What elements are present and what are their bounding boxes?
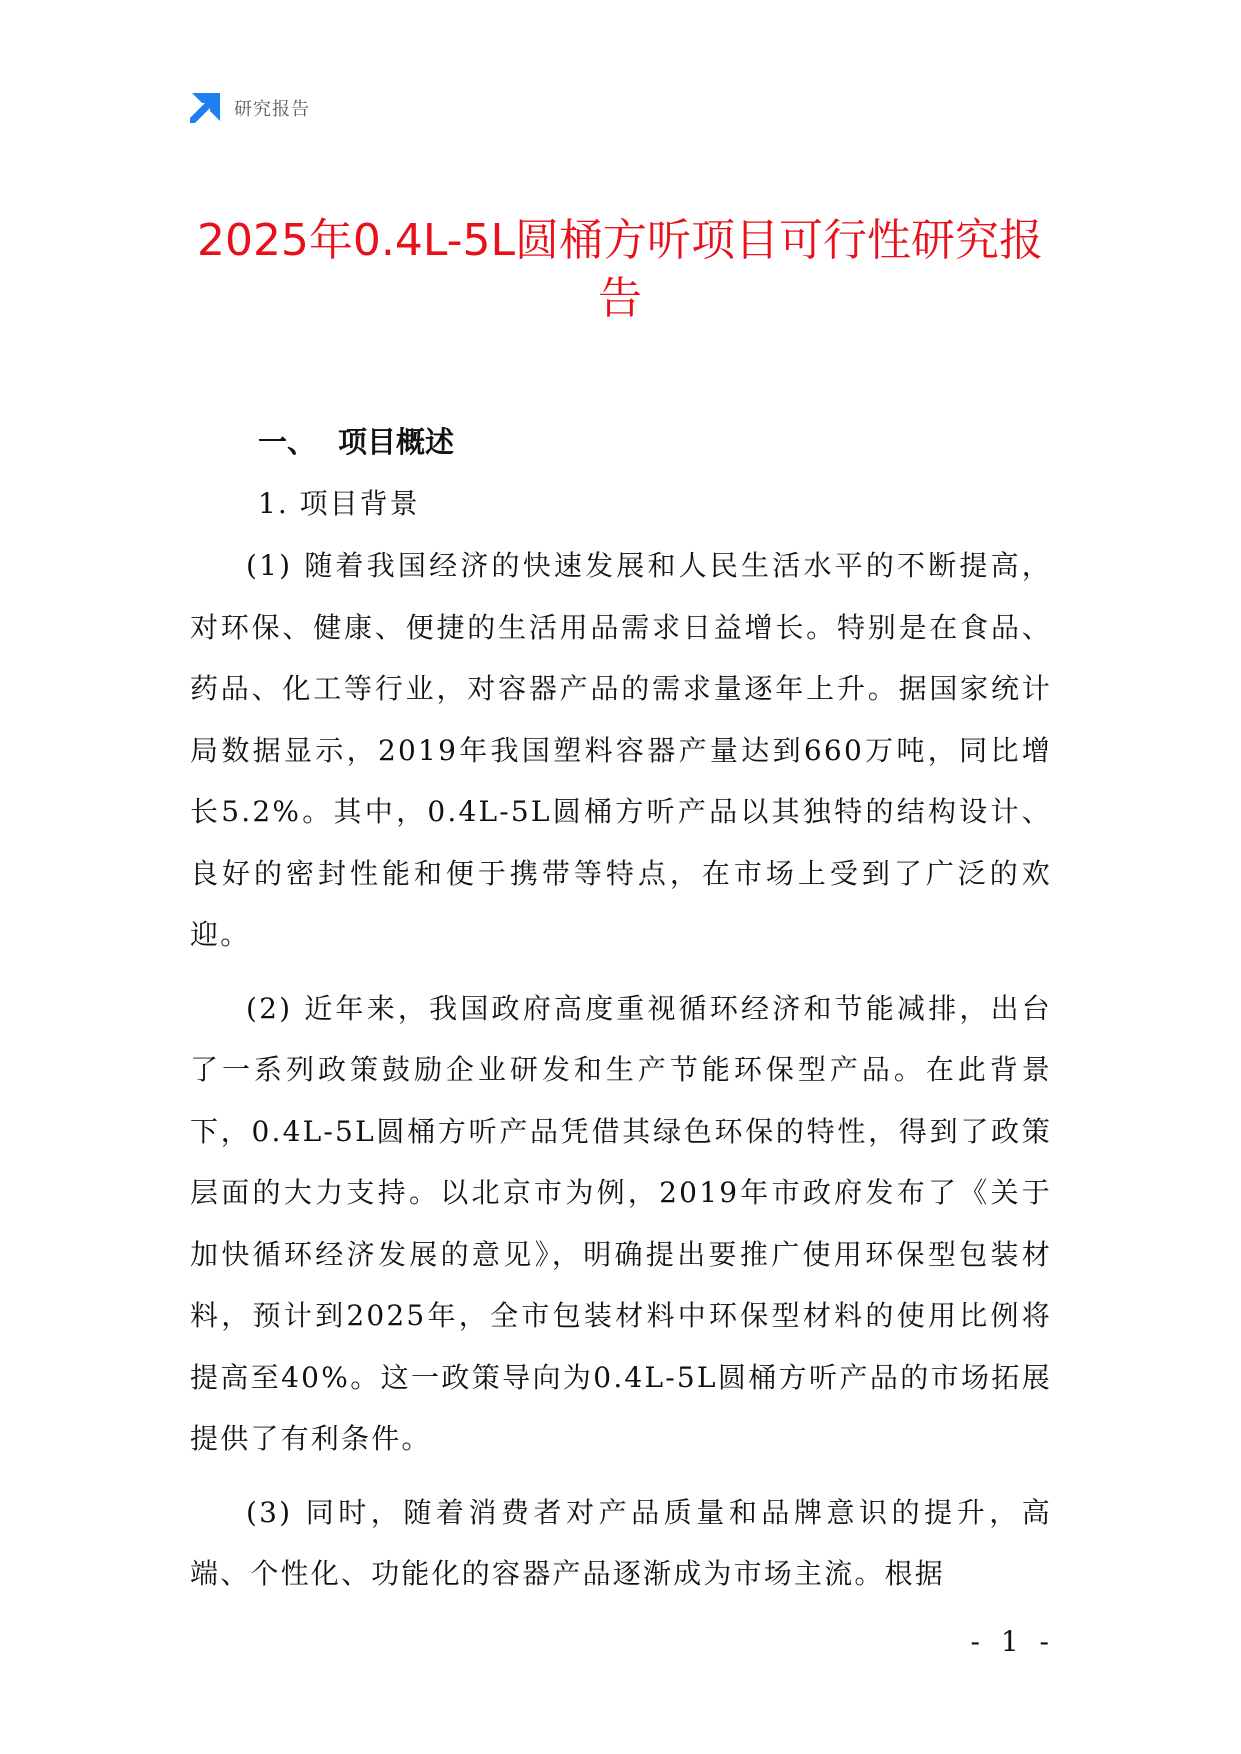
subsection-heading: 1. 项目背景 — [258, 487, 420, 520]
paragraph: (3) 同时，随着消费者对产品质量和品牌意识的提升，高端、个性化、功能化的容器产品逐渐成为市场主流。根据 — [190, 1495, 1052, 1590]
page-number: - 1 - — [970, 1625, 1055, 1658]
paragraph: (2) 近年来，我国政府高度重视循环经济和节能减排，出台了一系列政策鼓励企业研发和生产节能环保型产品。在此背景下，0.4L-5L圆桶方听产品凭借其绿色环保的特性，得到了政策层面的大力支持。以北京市为例，2019年市政府发布了《关于加快循环经济发展的意见》，明确提出要推广使用环保型包装材料，预计到2025年，全市包装材料中环保型材料的使用比例将提高至40%。这一政策导向为0.4L-5L圆桶方听产品的市场拓展提供了有利条件。 — [190, 991, 1052, 1455]
section-title: 项目概述 — [338, 425, 455, 459]
document-header — [190, 92, 310, 124]
paragraph: (1) 随着我国经济的快速发展和人民生活水平的不断提高，对环保、健康、便捷的生活用品需求日益增长。特别是在食品、药品、化工等行业，对容器产品的需求量逐年上升。据国家统计局数据显示，2019年我国塑料容器产量达到660万吨，同比增长5.2%。其中，0.4L-5L圆桶方听产品以其独特的结构设计、良好的密封性能和便于携带等特点，在市场上受到了广泛的欢迎。 — [190, 549, 1052, 951]
arrow-up-right-icon — [190, 93, 220, 123]
body-text — [190, 535, 1052, 1617]
section-heading — [258, 420, 454, 461]
document-title: 2025年0.4L-5L圆桶方听项目可行性研究报告 — [196, 215, 1044, 324]
section-number: 一、 — [258, 425, 317, 459]
header-label: 研究报告 — [234, 99, 310, 120]
